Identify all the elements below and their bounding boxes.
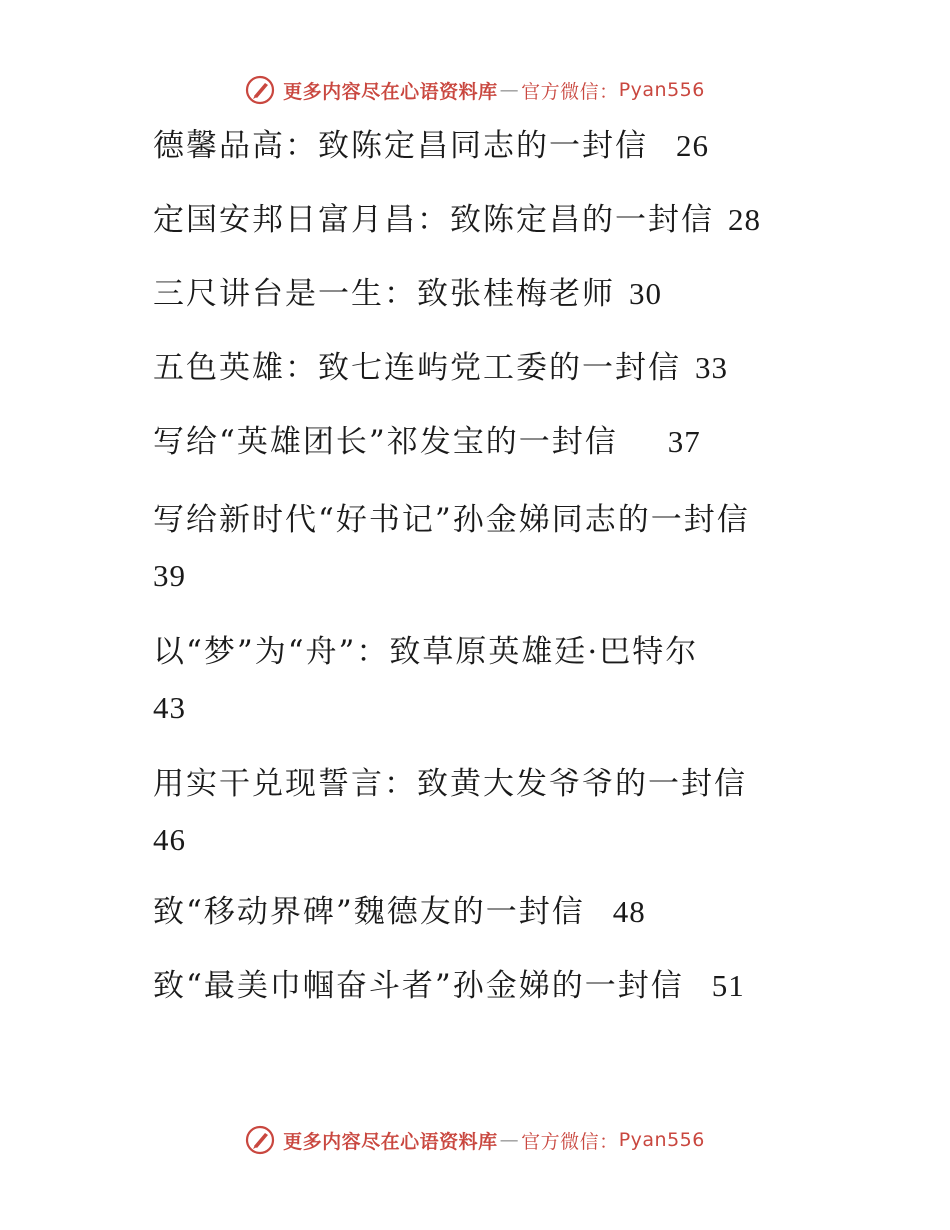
toc-entry-title: 用实干兑现誓言：致黄大发爷爷的一封信: [153, 766, 747, 802]
toc-entry-page: 43: [153, 690, 186, 725]
toc-entry[interactable]: [153, 196, 803, 244]
toc-entry[interactable]: [153, 418, 803, 466]
toc-entry[interactable]: [153, 492, 803, 600]
watermark-site-name: 更多内容尽在心语资料库: [283, 80, 498, 103]
toc-entry-page: 30: [629, 276, 662, 311]
toc-entry-page: 37: [667, 424, 701, 459]
toc-entry-title: 德馨品高：致陈定昌同志的一封信: [153, 128, 648, 164]
watermark-site-name: 更多内容尽在心语资料库: [283, 1130, 498, 1153]
watermark-banner-top: [0, 70, 950, 110]
watermark-separator: —: [499, 79, 520, 101]
toc-entry[interactable]: [153, 756, 803, 864]
toc-entry-page: 28: [728, 202, 761, 237]
watermark-label: 官方微信：: [521, 1130, 619, 1153]
feather-pen-seal-icon: [245, 75, 275, 105]
toc-entry[interactable]: [153, 962, 803, 1010]
toc-entry[interactable]: [153, 624, 803, 732]
toc-entry-page: 48: [612, 894, 646, 929]
toc-entry-page: 39: [153, 558, 186, 593]
toc-entry[interactable]: [153, 122, 803, 170]
watermark-label: 官方微信：: [521, 80, 619, 103]
toc-entry-page: 33: [695, 350, 728, 385]
toc-entry[interactable]: [153, 344, 803, 392]
watermark-separator: —: [499, 1129, 520, 1151]
toc-entry[interactable]: [153, 270, 803, 318]
watermark-handle: Pyan556: [618, 1129, 705, 1151]
toc-entry-page: 51: [711, 968, 745, 1003]
toc-entry-title: 致“移动界碑”魏德友的一封信: [153, 894, 585, 930]
watermark-handle: Pyan556: [618, 79, 705, 101]
toc-entry-title: 写给新时代“好书记”孙金娣同志的一封信: [153, 502, 750, 538]
toc-entry-title: 致“最美巾帼奋斗者”孙金娣的一封信: [153, 968, 684, 1004]
toc-entry[interactable]: [153, 888, 803, 936]
toc-entry-title: 五色英雄：致七连屿党工委的一封信: [153, 350, 681, 386]
table-of-contents: [153, 122, 803, 1036]
toc-entry-title: 定国安邦日富月昌：致陈定昌的一封信: [153, 202, 714, 238]
toc-entry-page: 46: [153, 822, 186, 857]
toc-entry-title: 三尺讲台是一生：致张桂梅老师: [153, 276, 615, 312]
toc-entry-title: 以“梦”为“舟”：致草原英雄廷·巴特尔: [153, 634, 699, 670]
toc-entry-title: 写给“英雄团长”祁发宝的一封信: [153, 424, 618, 460]
watermark-banner-bottom: [0, 1120, 950, 1160]
toc-entry-page: 26: [676, 128, 709, 163]
feather-pen-seal-icon: [245, 1125, 275, 1155]
